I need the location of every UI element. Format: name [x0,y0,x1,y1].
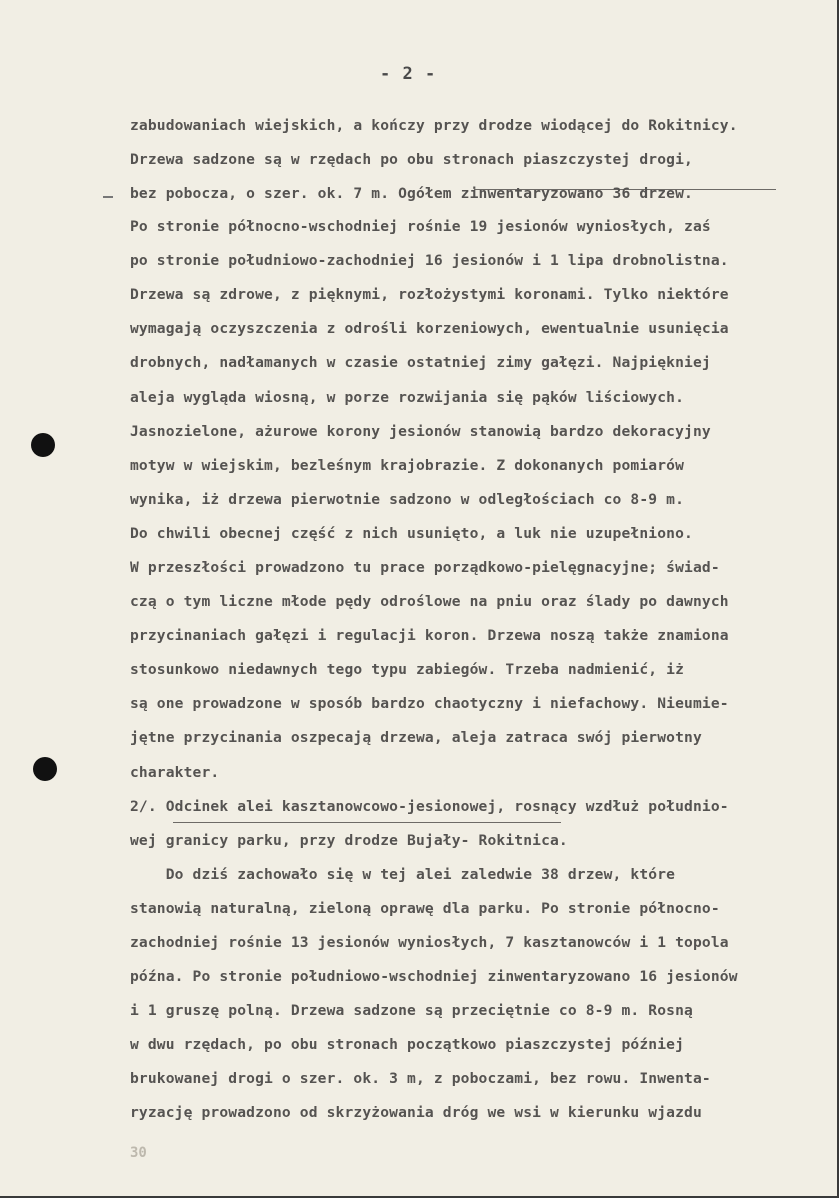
text-line: późna. Po stronie południowo-wschodniej zinwentaryzowano 16 jesionów [130,968,738,985]
text-line: zachodniej rośnie 13 jesionów wyniosłych, 7 kasztanowców i 1 topola [130,934,729,951]
text-line: wymagają oczyszczenia z odrośli korzeniowych, ewentualnie usunięcia [130,320,729,337]
text-line: motyw w wiejskim, bezleśnym krajobrazie. Z dokonanych pomiarów [130,457,685,474]
archive-number: 30 [130,1145,147,1161]
text-line: Drzewa są zdrowe, z pięknymi, rozłożystymi koronami. Tylko niektóre [130,286,729,303]
text-line: wej granicy parku, przy drodze Bujały- Rokitnica. [130,832,568,849]
text-line: 2/. Odcinek alei kasztanowcowo-jesionowej, rosnący wzdłuż południo- [130,798,729,815]
text-line: po stronie południowo-zachodniej 16 jesionów i 1 lipa drobnolistna. [130,252,729,269]
text-line: wynika, iż drzewa pierwotnie sadzono w odległościach co 8-9 m. [130,491,685,508]
text-line: W przeszłości prowadzono tu prace porządkowo-pielęgnacyjne; świad- [130,559,720,576]
text-line: Po stronie północno-wschodniej rośnie 19 jesionów wyniosłych, zaś [130,218,711,235]
text-line: charakter. [130,764,220,781]
text-line: bez pobocza, o szer. ok. 7 m. Ogółem zinwentaryzowano 36 drzew. [130,185,693,202]
text-line: jętne przycinania oszpecają drzewa, aleja zatraca swój pierwotny [130,729,702,746]
punch-hole [31,433,55,457]
text-line: drobnych, nadłamanych w czasie ostatniej zimy gałęzi. Najpiękniej [130,354,711,371]
text-line: Jasnozielone, ażurowe korony jesionów stanowią bardzo dekoracyjny [130,423,711,440]
text-line: Do dziś zachowało się w tej alei zaledwie 38 drzew, które [130,866,676,883]
text-line: brukowanej drogi o szer. ok. 3 m, z poboczami, bez rowu. Inwenta- [130,1070,711,1087]
text-line: Do chwili obecnej część z nich usunięto, a luk nie uzupełniono. [130,525,693,542]
text-line: są one prowadzone w sposób bardzo chaotyczny i niefachowy. Nieumie- [130,695,729,712]
text-line: w dwu rzędach, po obu stronach początkowo piaszczystej później [130,1036,685,1053]
text-line: i 1 gruszę polną. Drzewa sadzone są przeciętnie co 8-9 m. Rosną [130,1002,693,1019]
text-line: zabudowaniach wiejskich, a kończy przy drodze wiodącej do Rokitnicy. [130,117,738,134]
underline [173,822,561,823]
text-line: stanowią naturalną, zieloną oprawę dla parku. Po stronie północno- [130,900,720,917]
text-line: przycinaniach gałęzi i regulacji koron. Drzewa noszą także znamiona [130,627,729,644]
text-line: czą o tym liczne młode pędy odroślowe na pniu oraz ślady po dawnych [130,593,729,610]
text-line: Drzewa sadzone są w rzędach po obu stronach piaszczystej drogi, [130,151,693,168]
text-line: stosunkowo niedawnych tego typu zabiegów. Trzeba nadmienić, iż [130,661,685,678]
text-line: aleja wygląda wiosną, w porze rozwijania się pąków liściowych. [130,389,685,406]
punch-hole [33,757,57,781]
text-line: ryzację prowadzono od skrzyżowania dróg we wsi w kierunku wjazdu [130,1104,702,1121]
margin-mark [103,196,113,198]
page-number: - 2 - [380,64,437,84]
